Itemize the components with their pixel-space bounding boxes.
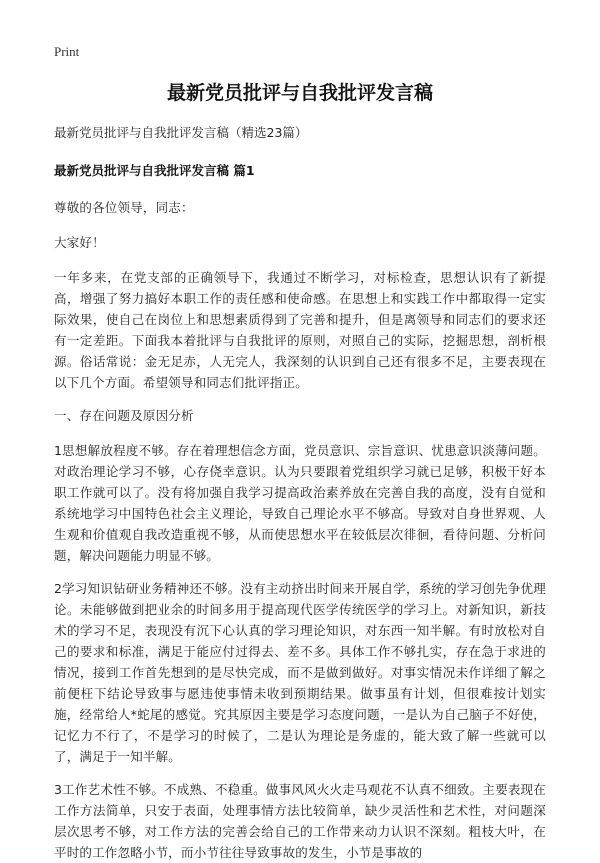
document-title: 最新党员批评与自我批评发言稿 xyxy=(166,82,433,104)
print-label: Print xyxy=(54,44,80,59)
paragraph-intro: 一年多来，在党支部的正确领导下，我通过不断学习，对标检查，思想认识有了新提高，增强了努力搞好本职工作的责任感和使命感。在思想上和实践工作中都取得一定实际效果，使自己在岗位上和思想素质得到了完善和提升，但是离领导和同志们的要求还有一定差距。下面我本着批评与自我批评的原则，对照自己的实际，挖掘思想，剖析根源。俗话常说：金无足赤，人无完人，我深刻的认识到自己还有很多不足，主要表现在以下几个方面。希望领导和同志们批评指正。 xyxy=(54,270,546,390)
greeting: 大家好！ xyxy=(54,235,105,250)
paragraph-point-2: 2学习知识钻研业务精神还不够。没有主动挤出时间来开展自学，系统的学习创先争优理论。未能够做到把业余的时间多用于提高现代医学传统医学的学习上。对新知识，新技术的学习不足，表现没有沉下心认真的学习理论知识，对东西一知半解。有时放松对自己的要求和标准，满足于能应付过得去、差不多。具体工作不够扎实，存在急于求进的情况，接到工作首先想到的是尽快完成，而不是做到做好。对事实情况未作详细了解之前便枉下结论导致事与愿违使事情未收到预期结果。做事虽有计划，但很难按计划实施，经常给人*蛇尾的感觉。究其原因主要是学习态度问题，一是认为自己脑子不好使，记忆力不行了，不是学习的时候了，二是认为理论是务虚的，能大致了解一些就可以了，满足于一知半解。 xyxy=(54,581,546,764)
section-title: 最新党员批评与自我批评发言稿 篇1 xyxy=(54,163,255,178)
paragraph-point-1: 1思想解放程度不够。存在着理想信念方面，党员意识、宗旨意识、忧患意识淡薄问题。对政治理论学习不够，心存侥幸意识。认为只要跟着党组织学习就已足够，积极干好本职工作就可以了。没有将加强自我学习提高政治素养放在完善自我的高度，没有自觉和系统地学习中国特色社会主义理论，导致自己理论水平不够高。导致对自身世界观、人生观和价值观自我改造重视不够，从而使思想水平在较低层次徘徊，看待问题、分析问题，解决问题能力明显不够。 xyxy=(54,443,546,563)
document-subtitle: 最新党员批评与自我批评发言稿（精选23篇） xyxy=(54,125,308,140)
paragraph-point-3: 3工作艺术性不够。不成熟、不稳重。做事风风火火走马观花不认真不细致。主要表现在工作方法简单，只安于表面，处理事情方法比较简单，缺少灵活性和艺术性，对问题深层次思考不够，对工作方法的完善会给自己的工作带来动力认识不深刻。粗枝大叶，在平时的工作忽略小节，而小节往往导致事故的发生，小节是事故的 xyxy=(54,782,546,860)
salutation: 尊敬的各位领导，同志： xyxy=(54,200,194,215)
heading-problems: 一、存在问题及原因分析 xyxy=(54,408,194,423)
